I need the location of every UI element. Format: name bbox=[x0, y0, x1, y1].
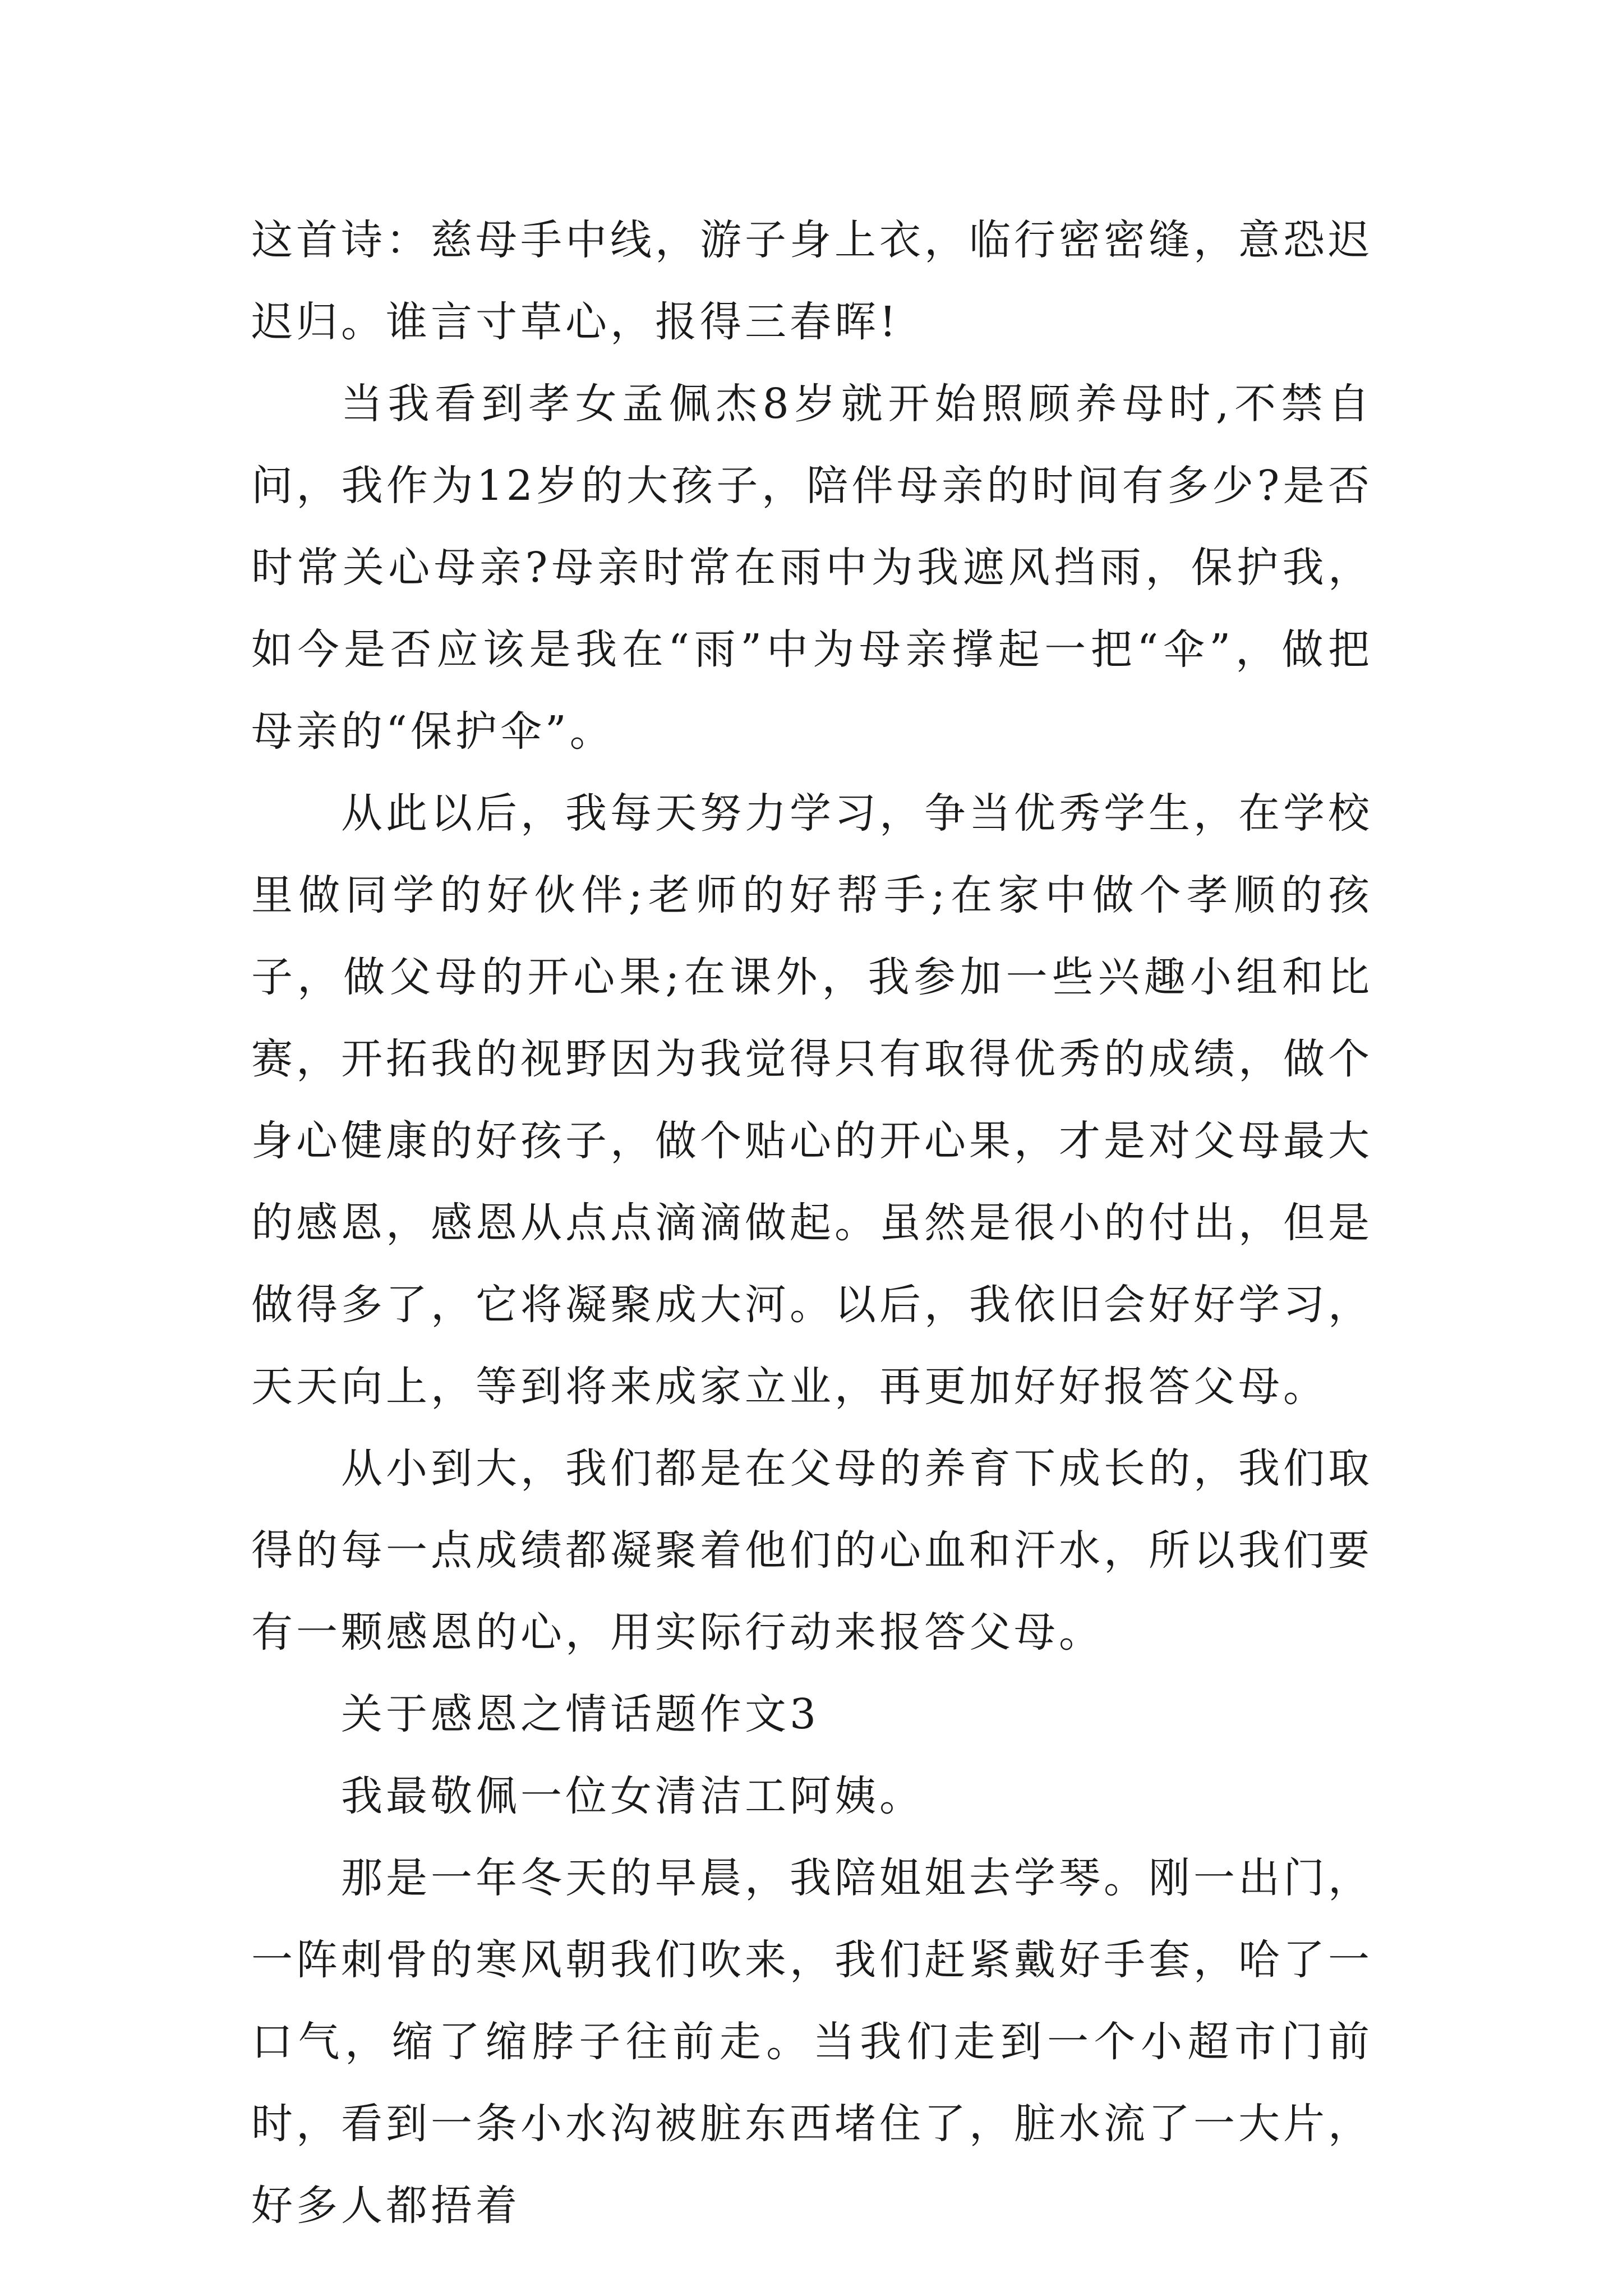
paragraph-cleaner-intro: 我最敬佩一位女清洁工阿姨。 bbox=[341, 1772, 924, 1820]
paragraph-poem: 这首诗：慈母手中线，游子身上衣，临行密密缝，意恐迟迟归。谁言寸草心，报得三春晖! bbox=[251, 216, 1373, 346]
paragraph-growing-up: 从小到大，我们都是在父母的养育下成长的，我们取得的每一点成绩都凝聚着他们的心血和汗水，所以我们要有一颗感恩的心，用实际行动来报答父母。 bbox=[251, 1444, 1373, 1657]
essay-3-title: 关于感恩之情话题作文3 bbox=[341, 1690, 820, 1738]
paragraph-from-then-on: 从此以后，我每天努力学习，争当优秀学生，在学校里做同学的好伙伴;老师的好帮手;在家中做个孝顺的孩子，做父母的开心果;在课外，我参加一些兴趣小组和比赛，开拓我的视野因为我觉得只有取得优秀的成绩，做个身心健康的好孩子，做个贴心的开心果，才是对父母最大的感恩，感恩从点点滴滴做起。虽然是很小的付出，但是做得多了，它将凝聚成大河。以后，我依旧会好好学习，天天向上，等到将来成家立业，再更加好好报答父母。 bbox=[251, 789, 1373, 1411]
document-body bbox=[251, 199, 1373, 2247]
paragraph-winter-morning: 那是一年冬天的早晨，我陪姐姐去学琴。刚一出门，一阵刺骨的寒风朝我们吹来，我们赶紧戴好手套，哈了一口气，缩了缩脖子往前走。当我们走到一个小超市门前时，看到一条小水沟被脏东西堵住了，脏水流了一大片，好多人都捂着 bbox=[251, 1854, 1373, 2230]
paragraph-mengpeijie: 当我看到孝女孟佩杰8岁就开始照顾养母时,不禁自问，我作为12岁的大孩子，陪伴母亲的时间有多少?是否时常关心母亲?母亲时常在雨中为我遮风挡雨，保护我，如今是否应该是我在“雨”中为母亲撑起一把“伞”，做把母亲的“保护伞”。 bbox=[251, 380, 1373, 756]
